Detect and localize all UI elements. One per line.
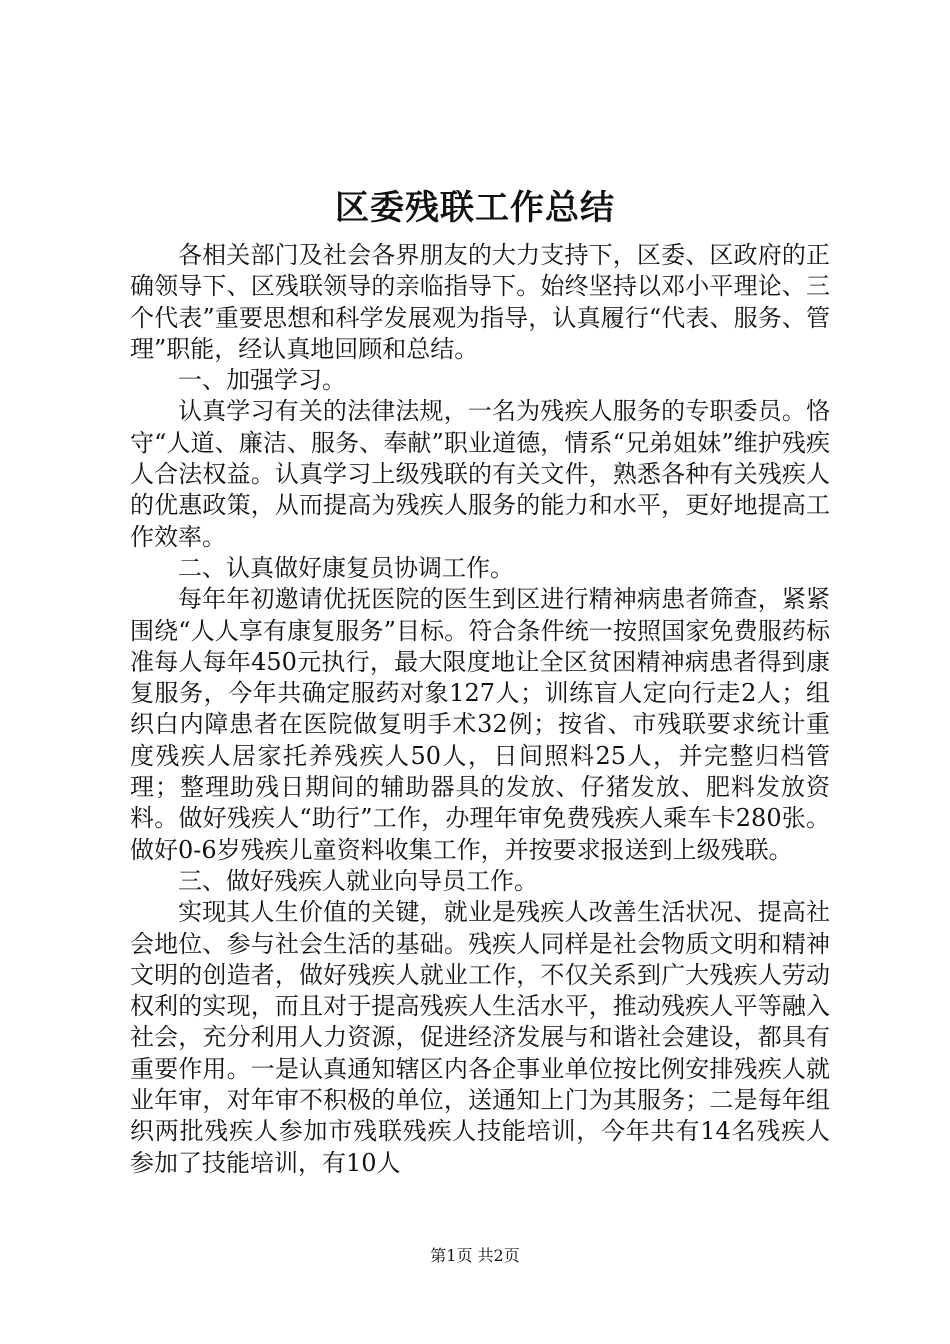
paragraph-section-3: 实现其人生价值的关键，就业是残疾人改善生活状况、提高社会地位、参与社会生活的基础。残疾人同样是社会物质文明和精神文明的创造者，做好残疾人就业工作，不仅关系到广大残疾人劳动权利的实现，而且对于提高残疾人生活水平，推动残疾人平等融入社会，充分利用人力资源，促进经济发展与和谐社会建设，都具有重要作用。一是认真通知辖区内各企事业单位按比例安排残疾人就业年审，对年审不积极的单位，送通知上门为其服务；二是每年组织两批残疾人参加市残联残疾人技能培训，今年共有14名残疾人参加了技能培训，有10人 (130, 898, 830, 1177)
paragraph-section-1: 认真学习有关的法律法规，一名为残疾人服务的专职委员。恪守“人道、廉洁、服务、奉献”职业道德，情系“兄弟姐妹”维护残疾人合法权益。认真学习上级残联的有关文件，熟悉各种有关残疾人的优惠政策，从而提高为残疾人服务的能力和水平，更好地提高工作效率。 (130, 397, 830, 551)
page-footer: 第1页 共2页 (430, 1246, 520, 1265)
section-heading-3: 三、做好残疾人就业向导员工作。 (178, 866, 538, 895)
document-title: 区委残联工作总结 (335, 188, 615, 228)
section-heading-2: 二、认真做好康复员协调工作。 (178, 553, 514, 582)
paragraph-intro: 各相关部门及社会各界朋友的大力支持下，区委、区政府的正确领导下、区残联领导的亲临指导下。始终坚持以邓小平理论、三个代表”重要思想和科学发展观为指导，认真履行“代表、服务、管理”职能，经认真地回顾和总结。 (130, 241, 830, 363)
document-body (130, 240, 830, 1179)
paragraph-section-2: 每年年初邀请优抚医院的医生到区进行精神病患者筛查，紧紧围绕“人人享有康复服务”目标。符合条件统一按照国家免费服药标准每人每年450元执行，最大限度地让全区贫困精神病患者得到康复服务，今年共确定服药对象127人；训练盲人定向行走2人；组织白内障患者在医院做复明手术32例；按省、市残联要求统计重度残疾人居家托养残疾人50人，日间照料25人，并完整归档管理；整理助残日期间的辅助器具的发放、仔猪发放、肥料发放资料。做好残疾人“助行”工作，办理年审免费残疾人乘车卡280张。做好0-6岁残疾儿童资料收集工作，并按要求报送到上级残联。 (130, 585, 830, 864)
section-heading-1: 一、加强学习。 (178, 366, 346, 395)
